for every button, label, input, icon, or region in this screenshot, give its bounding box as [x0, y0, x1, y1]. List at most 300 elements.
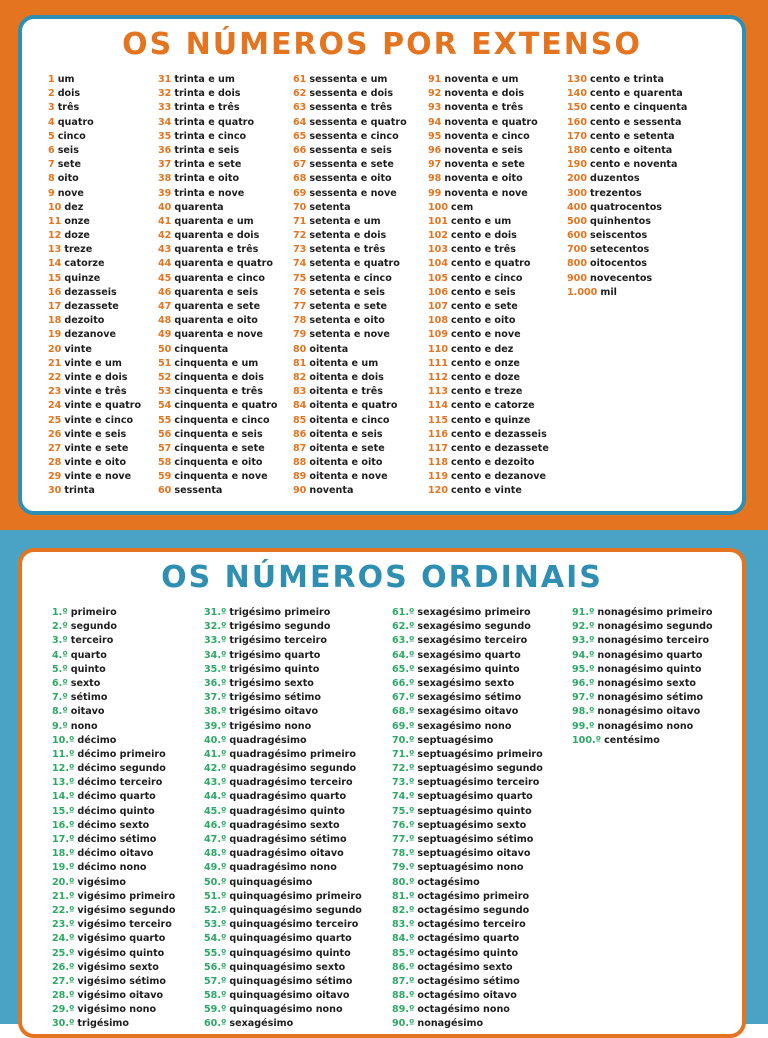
list-item: [392, 634, 572, 648]
number-word: cento e cinco: [451, 272, 523, 284]
list-item: [572, 649, 742, 663]
list-item: [392, 677, 572, 691]
number-label: 65.º: [392, 663, 415, 675]
number-word: oitenta e seis: [309, 428, 383, 440]
number-label: 14.º: [52, 791, 75, 803]
list-item: [158, 243, 293, 257]
number-word: octagésimo: [417, 876, 480, 888]
number-label: 29.º: [52, 1004, 75, 1016]
number-word: nove: [57, 187, 84, 199]
list-item: [567, 272, 717, 286]
list-item: [48, 385, 158, 399]
number-label: 45: [158, 272, 172, 284]
number-label: 73.º: [392, 777, 415, 789]
list-item: [48, 272, 158, 286]
number-word: oitenta e oito: [309, 457, 383, 469]
number-word: sete: [57, 159, 81, 171]
list-item: [293, 116, 428, 130]
list-item: [48, 470, 158, 484]
list-item: [204, 748, 392, 762]
number-label: 47.º: [204, 834, 227, 845]
number-label: 7.º: [52, 692, 68, 704]
list-item: [392, 1017, 572, 1031]
number-label: 3.º: [52, 635, 68, 647]
list-item: [293, 130, 428, 144]
number-word: setenta e dois: [309, 230, 387, 242]
list-item: [392, 663, 572, 677]
list-item: [392, 847, 572, 861]
list-item: [204, 691, 392, 705]
list-item: [392, 691, 572, 705]
number-label: 32.º: [204, 621, 227, 633]
number-label: 76: [293, 286, 307, 298]
number-word: vinte: [64, 343, 92, 355]
number-word: sessenta e três: [309, 102, 393, 114]
list-item: [293, 357, 428, 371]
number-label: 300: [567, 187, 588, 199]
number-word: nono: [70, 720, 98, 732]
number-label: 13: [48, 244, 62, 256]
number-word: noventa e seis: [444, 144, 523, 156]
list-item: [428, 172, 567, 186]
list-item: [428, 130, 567, 144]
list-item: [428, 116, 567, 130]
number-word: trinta e seis: [174, 144, 240, 156]
number-word: quarenta e dois: [174, 230, 260, 242]
number-word: vigésimo oitavo: [77, 990, 164, 1002]
list-item: [158, 215, 293, 229]
number-word: cento e onze: [451, 357, 520, 369]
number-word: quarenta e um: [174, 215, 254, 227]
number-word: décimo segundo: [77, 763, 166, 775]
list-item: [428, 201, 567, 215]
number-word: quatro: [57, 116, 94, 128]
number-label: 94.º: [572, 649, 595, 661]
number-word: octagésimo oitavo: [417, 990, 517, 1002]
list-item: [48, 257, 158, 271]
number-word: septuagésimo terceiro: [417, 777, 540, 789]
list-item: [158, 172, 293, 186]
number-label: 23: [48, 386, 62, 398]
list-item: [158, 229, 293, 243]
number-label: 85.º: [392, 947, 415, 959]
number-word: trinta e dois: [174, 88, 241, 100]
number-word: cinquenta e quatro: [174, 400, 278, 412]
number-word: quinquagésimo sexto: [229, 961, 346, 973]
number-word: sessenta e um: [309, 74, 388, 85]
number-label: 25: [48, 414, 62, 426]
number-word: cento e trinta: [590, 74, 664, 85]
list-item: [158, 158, 293, 172]
number-label: 68.º: [392, 706, 415, 718]
number-label: 10: [48, 201, 62, 213]
number-label: 600: [567, 230, 588, 242]
list-item: [567, 158, 717, 172]
list-item: [428, 101, 567, 115]
number-word: segundo: [70, 621, 117, 633]
number-column: [158, 73, 293, 499]
list-item: [293, 243, 428, 257]
list-item: [52, 805, 204, 819]
number-label: 97: [428, 159, 442, 171]
number-word: nonagésimo nono: [597, 720, 694, 732]
number-word: cento e oitenta: [590, 144, 673, 156]
list-item: [392, 1003, 572, 1017]
number-word: cento e treze: [451, 386, 523, 398]
number-word: sexagésimo primeiro: [417, 607, 531, 618]
number-label: 57: [158, 442, 172, 454]
number-label: 5: [48, 130, 55, 142]
number-word: nonagésimo quinto: [597, 663, 702, 675]
number-word: sessenta e cinco: [309, 130, 399, 142]
number-label: 96.º: [572, 677, 595, 689]
number-label: 2.º: [52, 621, 68, 633]
number-label: 62.º: [392, 621, 415, 633]
list-item: [567, 101, 717, 115]
number-word: cinquenta e sete: [174, 442, 265, 454]
number-word: vigésimo sétimo: [77, 975, 166, 987]
list-item: [293, 286, 428, 300]
list-item: [52, 790, 204, 804]
number-column: [567, 73, 717, 499]
number-word: novecentos: [590, 272, 653, 284]
list-item: [293, 371, 428, 385]
number-label: 97.º: [572, 692, 595, 704]
number-label: 17.º: [52, 834, 75, 845]
number-word: quarto: [70, 649, 107, 661]
number-label: 28: [48, 457, 62, 469]
number-label: 39: [158, 187, 172, 199]
number-word: vigésimo segundo: [77, 904, 176, 916]
list-item: [567, 286, 717, 300]
number-label: 41: [158, 215, 172, 227]
number-label: 31: [158, 74, 172, 85]
number-label: 70.º: [392, 734, 415, 746]
list-item: [293, 229, 428, 243]
number-label: 87: [293, 442, 307, 454]
number-word: cento e cinquenta: [590, 102, 688, 114]
list-item: [567, 257, 717, 271]
list-item: [158, 73, 293, 87]
list-item: [293, 399, 428, 413]
list-item: [293, 215, 428, 229]
number-label: 113: [428, 386, 449, 398]
list-item: [48, 116, 158, 130]
number-label: 19.º: [52, 862, 75, 874]
list-item: [567, 172, 717, 186]
number-column: [428, 73, 567, 499]
number-label: 45.º: [204, 805, 227, 817]
list-item: [52, 1017, 204, 1031]
list-item: [204, 819, 392, 833]
list-item: [428, 257, 567, 271]
list-item: [567, 87, 717, 101]
number-label: 80: [293, 343, 307, 355]
number-label: 73: [293, 244, 307, 256]
list-item: [158, 442, 293, 456]
number-label: 10.º: [52, 734, 75, 746]
number-label: 19: [48, 329, 62, 341]
list-item: [204, 861, 392, 875]
list-item: [158, 484, 293, 498]
number-word: dois: [57, 88, 81, 100]
number-word: septuagésimo nono: [417, 862, 524, 874]
number-word: sexagésimo sexto: [417, 677, 515, 689]
number-column: [392, 606, 572, 1032]
number-label: 42.º: [204, 763, 227, 775]
list-item: [48, 87, 158, 101]
number-label: 500: [567, 215, 588, 227]
number-word: quinquagésimo primeiro: [229, 890, 362, 902]
number-word: septuagésimo quarto: [417, 791, 533, 803]
number-word: cento e catorze: [451, 400, 535, 412]
list-item: [293, 73, 428, 87]
number-word: setenta e nove: [309, 329, 390, 341]
list-item: [293, 385, 428, 399]
list-item: [204, 932, 392, 946]
number-label: 49.º: [204, 862, 227, 874]
list-item: [392, 805, 572, 819]
list-item: [293, 428, 428, 442]
number-word: vinte e um: [64, 357, 122, 369]
number-label: 95: [428, 130, 442, 142]
number-label: 101: [428, 215, 449, 227]
list-item: [52, 819, 204, 833]
list-item: [52, 932, 204, 946]
list-item: [204, 947, 392, 961]
number-label: 99: [428, 187, 442, 199]
number-label: 71.º: [392, 748, 415, 760]
list-item: [52, 620, 204, 634]
number-label: 59: [158, 471, 172, 483]
number-label: 48.º: [204, 848, 227, 860]
extenso-columns: [48, 73, 717, 499]
number-word: setenta e oito: [309, 315, 385, 327]
list-item: [567, 229, 717, 243]
number-label: 50.º: [204, 876, 227, 888]
number-label: 120: [428, 485, 449, 497]
list-item: [48, 158, 158, 172]
number-label: 800: [567, 258, 588, 270]
number-word: vigésimo primeiro: [77, 890, 176, 902]
list-item: [428, 371, 567, 385]
list-item: [392, 918, 572, 932]
number-word: setenta e três: [309, 244, 386, 256]
number-label: 16: [48, 286, 62, 298]
list-item: [428, 428, 567, 442]
number-word: quadragésimo nono: [229, 862, 337, 874]
number-word: octagésimo terceiro: [417, 919, 526, 931]
number-word: cento e quarenta: [590, 88, 683, 100]
number-word: sexto: [70, 677, 101, 689]
number-word: setenta e cinco: [309, 272, 392, 284]
number-word: quarenta e cinco: [174, 272, 265, 284]
number-word: quarenta e quatro: [174, 258, 273, 270]
list-item: [428, 300, 567, 314]
number-word: quinquagésimo segundo: [229, 904, 362, 916]
number-word: trigésimo: [77, 1018, 129, 1030]
number-label: 99.º: [572, 720, 595, 732]
number-word: setenta e um: [309, 215, 381, 227]
number-label: 23.º: [52, 919, 75, 931]
number-label: 88: [293, 457, 307, 469]
list-item: [293, 343, 428, 357]
ordinais-card: [18, 548, 746, 1038]
number-word: oitenta e quatro: [309, 400, 398, 412]
list-item: [48, 101, 158, 115]
list-item: [428, 470, 567, 484]
list-item: [293, 172, 428, 186]
number-label: 92: [428, 88, 442, 100]
number-word: décimo primeiro: [77, 748, 166, 760]
number-word: quadragésimo oitavo: [229, 848, 344, 860]
list-item: [52, 1003, 204, 1017]
number-label: 18: [48, 315, 62, 327]
number-word: sexagésimo terceiro: [417, 635, 528, 647]
list-item: [428, 229, 567, 243]
number-label: 1.º: [52, 607, 68, 618]
number-word: quinze: [64, 272, 101, 284]
number-label: 86.º: [392, 961, 415, 973]
number-word: mil: [600, 286, 617, 298]
number-label: 170: [567, 130, 588, 142]
list-item: [52, 890, 204, 904]
number-word: trinta e oito: [174, 173, 240, 185]
number-label: 6: [48, 144, 55, 156]
list-item: [428, 442, 567, 456]
number-label: 71: [293, 215, 307, 227]
list-item: [293, 300, 428, 314]
number-label: 96: [428, 144, 442, 156]
number-label: 24: [48, 400, 62, 412]
number-word: oitenta e cinco: [309, 414, 390, 426]
list-item: [392, 762, 572, 776]
number-label: 30: [48, 485, 62, 497]
number-column: [48, 73, 158, 499]
number-label: 28.º: [52, 990, 75, 1002]
number-word: décimo sétimo: [77, 834, 157, 845]
number-word: cinquenta e cinco: [174, 414, 270, 426]
list-item: [48, 286, 158, 300]
list-item: [158, 456, 293, 470]
number-label: 48: [158, 315, 172, 327]
number-label: 11: [48, 215, 62, 227]
number-word: sexagésimo quarto: [417, 649, 521, 661]
number-label: 30.º: [52, 1018, 75, 1030]
number-label: 41.º: [204, 748, 227, 760]
list-item: [428, 158, 567, 172]
number-word: décimo nono: [77, 862, 147, 874]
number-label: 53.º: [204, 919, 227, 931]
number-word: quinquagésimo: [229, 876, 313, 888]
number-word: cento e três: [451, 244, 516, 256]
list-item: [392, 720, 572, 734]
number-label: 4: [48, 116, 55, 128]
list-item: [392, 649, 572, 663]
number-word: octagésimo quarto: [417, 933, 520, 945]
list-item: [428, 328, 567, 342]
number-label: 60.º: [204, 1018, 227, 1030]
number-word: quarenta: [174, 201, 224, 213]
number-word: décimo quinto: [77, 805, 155, 817]
number-word: trigésimo quinto: [229, 663, 320, 675]
list-item: [52, 663, 204, 677]
number-label: 72.º: [392, 763, 415, 775]
number-word: noventa e nove: [444, 187, 528, 199]
list-item: [572, 606, 742, 620]
number-label: 116: [428, 428, 449, 440]
number-word: cinquenta e três: [174, 386, 263, 398]
list-item: [204, 961, 392, 975]
number-label: 40: [158, 201, 172, 213]
number-label: 63: [293, 102, 307, 114]
number-word: noventa e dois: [444, 88, 525, 100]
list-item: [204, 677, 392, 691]
number-label: 64.º: [392, 649, 415, 661]
number-word: décimo oitavo: [77, 848, 154, 860]
list-item: [204, 634, 392, 648]
number-label: 67.º: [392, 692, 415, 704]
list-item: [48, 442, 158, 456]
list-item: [52, 776, 204, 790]
number-label: 88.º: [392, 990, 415, 1002]
list-item: [293, 328, 428, 342]
number-label: 54: [158, 400, 172, 412]
number-label: 200: [567, 173, 588, 185]
number-word: noventa e cinco: [444, 130, 530, 142]
number-label: 8: [48, 173, 55, 185]
list-item: [52, 677, 204, 691]
number-word: cento e dois: [451, 230, 517, 242]
number-word: quadragésimo sexto: [229, 819, 340, 831]
number-label: 84.º: [392, 933, 415, 945]
number-label: 81.º: [392, 890, 415, 902]
number-label: 105: [428, 272, 449, 284]
list-item: [204, 790, 392, 804]
number-label: 6.º: [52, 677, 68, 689]
number-label: 18.º: [52, 848, 75, 860]
number-word: septuagésimo segundo: [417, 763, 543, 775]
number-word: quinquagésimo nono: [229, 1004, 343, 1016]
list-item: [428, 414, 567, 428]
list-item: [52, 649, 204, 663]
number-word: trigésimo oitavo: [229, 706, 319, 718]
number-word: cento e dezanove: [451, 471, 547, 483]
number-word: quadragésimo quarto: [229, 791, 347, 803]
number-word: nonagésimo oitavo: [597, 706, 701, 718]
number-label: 20.º: [52, 876, 75, 888]
list-item: [572, 705, 742, 719]
number-column: [293, 73, 428, 499]
number-word: trinta e cinco: [174, 130, 247, 142]
number-word: dezasseis: [64, 286, 117, 298]
list-item: [48, 357, 158, 371]
number-label: 33: [158, 102, 172, 114]
list-item: [204, 876, 392, 890]
list-item: [204, 918, 392, 932]
number-label: 65: [293, 130, 307, 142]
number-label: 106: [428, 286, 449, 298]
number-label: 68: [293, 173, 307, 185]
number-word: vigésimo terceiro: [77, 919, 172, 931]
number-label: 115: [428, 414, 449, 426]
list-item: [293, 257, 428, 271]
number-label: 21.º: [52, 890, 75, 902]
list-item: [158, 300, 293, 314]
list-item: [158, 399, 293, 413]
number-label: 36.º: [204, 677, 227, 689]
number-word: sessenta e oito: [309, 173, 392, 185]
